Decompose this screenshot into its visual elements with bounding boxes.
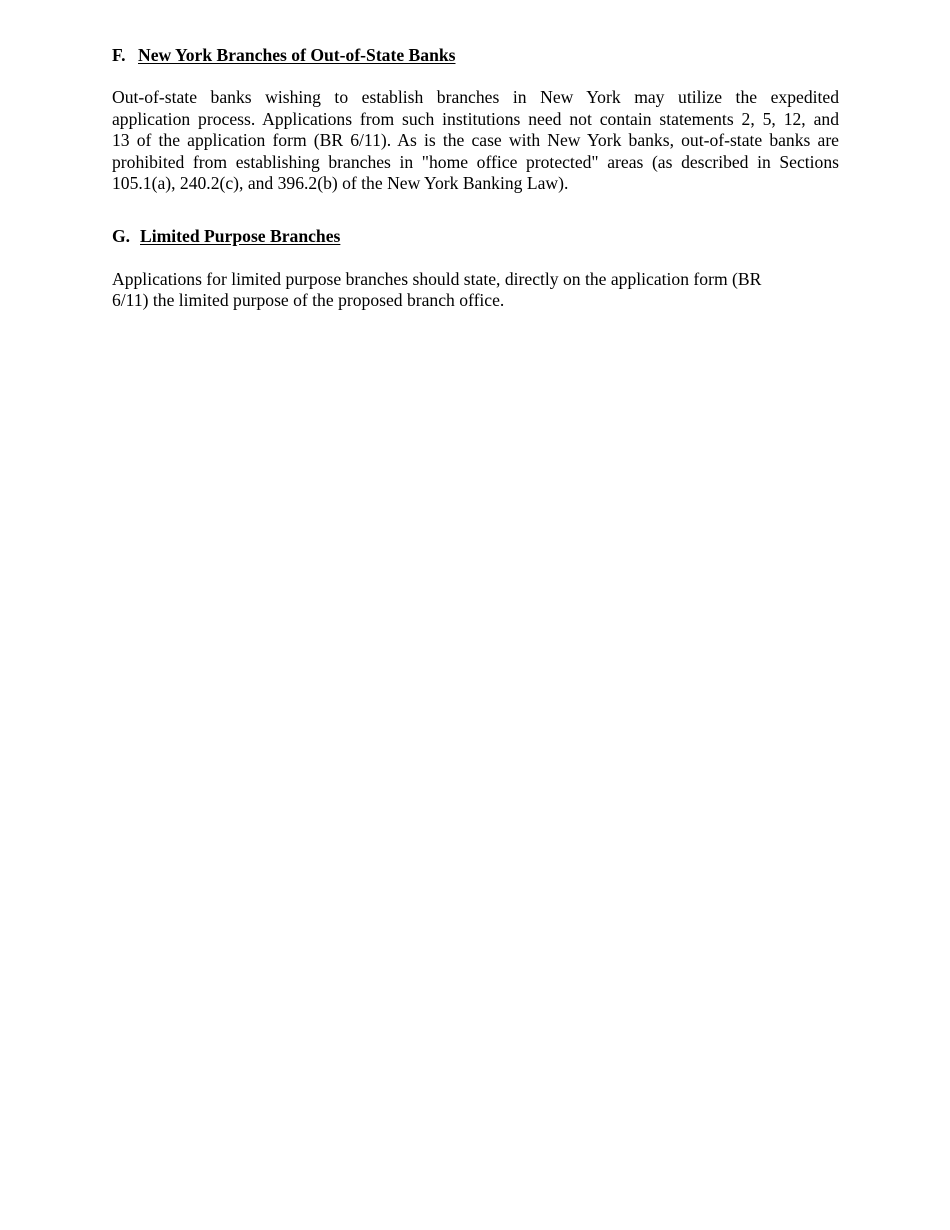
paragraph-line: 105.1(a), 240.2(c), and 396.2(b) of the New York Banking Law). (112, 172, 569, 193)
paragraph-line: Out-of-state banks wishing to establish branches in New York may utilize the expedited (112, 87, 839, 108)
document-page (112, 42, 839, 312)
section-f-paragraph (112, 87, 839, 194)
section-g-paragraph (112, 269, 839, 312)
section-f (112, 45, 839, 194)
paragraph-line: 6/11) the limited purpose of the proposed branch office. (112, 290, 505, 311)
section-f-title: New York Branches of Out-of-State Banks (138, 45, 456, 65)
paragraph-line: prohibited from establishing branches in "home office protected" areas (as described in Sections (112, 151, 839, 172)
paragraph-line: Applications for limited purpose branches should state, directly on the application form (BR (112, 268, 762, 289)
section-f-letter: F. (112, 45, 126, 65)
section-f-heading (112, 45, 839, 66)
section-g (112, 226, 839, 311)
paragraph-line: application process. Applications from such institutions need not contain statements 2, 5, 12, and (112, 108, 839, 129)
section-g-title: Limited Purpose Branches (140, 226, 341, 247)
paragraph-line: 13 of the application form (BR 6/11). As is the case with New York banks, out-of-state banks are (112, 130, 839, 151)
section-g-letter: G. (112, 226, 131, 247)
section-g-heading (112, 226, 839, 247)
